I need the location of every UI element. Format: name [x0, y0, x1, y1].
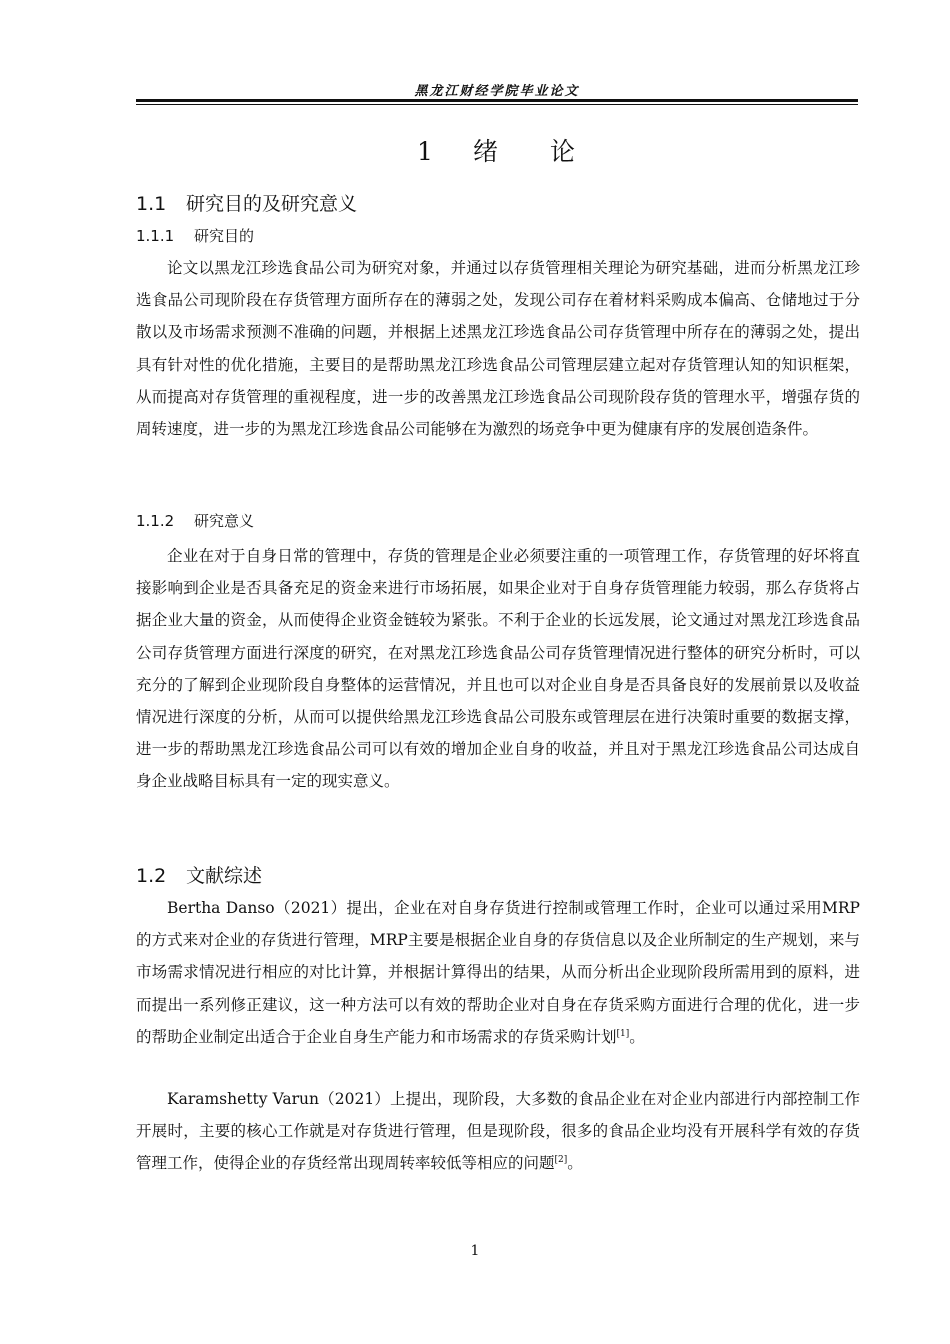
paragraph-research-purpose: 论文以黑龙江珍选食品公司为研究对象，并通过以存货管理相关理论为研究基础，进而分析黑龙江珍选食品公司现阶段在存货管理方面所存在的薄弱之处，发现公司存在着材料采购成本偏高、仓储地过于分散以及市场需求预测不准确的问题，并根据上述黑龙江珍选食品公司存货管理中所存在的薄弱之处，提出具有针对性的优化措施，主要目的是帮助黑龙江珍选食品公司管理层建立起对存货管理认知的知识框架，从而提高对存货管理的重视程度，进一步的改善黑龙江珍选食品公司现阶段存货的管理水平，增强存货的周转速度，进一步的为黑龙江珍选食品公司能够在为激烈的场竞争中更为健康有序的发展创造条件。	[136, 259, 860, 439]
section-heading-1-2	[136, 861, 262, 888]
subsection-number: 1.1.1	[136, 227, 175, 245]
section-title: 文献综述	[186, 865, 263, 887]
page-number: 1	[470, 1243, 480, 1259]
chapter-title	[136, 132, 858, 168]
paragraph-literature-2	[136, 1083, 860, 1180]
paragraph-end: 。	[629, 1027, 645, 1046]
chapter-title-part-b: 论	[549, 137, 577, 166]
citation-ref: [2]	[554, 1155, 568, 1166]
subsection-heading-1-1-2	[136, 510, 254, 531]
paragraph-literature-1	[136, 892, 860, 1053]
header-rule-thick	[136, 99, 858, 102]
subsection-heading-1-1-1	[136, 225, 254, 246]
paragraph-text: Bertha Danso（2021）提出，企业在对自身存货进行控制或管理工作时，企业可以通过采用MRP的方式来对企业的存货进行管理，MRP主要是根据企业自身的存货信息以及企业所制定的生产规划，来与市场需求情况进行相应的对比计算，并根据计算得出的结果，从而分析出企业现阶段所需用到的原料，进而提出一系列修正建议，这一种方法可以有效的帮助企业对自身在存货采购方面进行合理的优化，进一步的帮助企业制定出适合于企业自身生产能力和市场需求的存货采购计划	[136, 899, 860, 1046]
subsection-number: 1.1.2	[136, 512, 175, 530]
paragraph-end: 。	[567, 1154, 583, 1173]
header-rule-thin	[136, 104, 858, 105]
paragraph-text: Karamshetty Varun（2021）上提出，现阶段，大多数的食品企业在对企业内部进行内部控制工作开展时，主要的核心工作就是对存货进行管理，但是现阶段，很多的食品企业均没有开展科学有效的存货管理工作，使得企业的存货经常出现周转率较低等相应的问题	[136, 1090, 860, 1173]
subsection-title: 研究目的	[194, 227, 255, 245]
subsection-title: 研究意义	[194, 512, 255, 530]
chapter-number: 1	[417, 137, 435, 166]
citation-ref: [1]	[616, 1028, 630, 1039]
paragraph-research-significance: 企业在对于自身日常的管理中，存货的管理是企业必须要注重的一项管理工作，存货管理的好坏将直接影响到企业是否具备充足的资金来进行市场拓展，如果企业对于自身存货管理能力较弱，那么存货将占据企业大量的资金，从而使得企业资金链较为紧张。不利于企业的长远发展，论文通过对黑龙江珍选食品公司存货管理方面进行深度的研究，在对黑龙江珍选食品公司存货管理情况进行整体的研究分析时，可以充分的了解到企业现阶段自身整体的运营情况，并且也可以对企业自身是否具备良好的发展前景以及收益情况进行深度的分析，从而可以提供给黑龙江珍选食品公司股东或管理层在进行决策时重要的数据支撑，进一步的帮助黑龙江珍选食品公司可以有效的增加企业自身的收益，并且对于黑龙江珍选食品公司达成自身企业战略目标具有一定的现实意义。	[136, 547, 860, 791]
chapter-title-part-a: 绪	[472, 137, 500, 166]
section-number: 1.1	[136, 193, 167, 215]
section-heading-1-1	[136, 189, 357, 216]
running-header: 黑龙江财经学院毕业论文	[414, 84, 580, 99]
section-title: 研究目的及研究意义	[186, 193, 358, 215]
section-number: 1.2	[136, 865, 167, 887]
